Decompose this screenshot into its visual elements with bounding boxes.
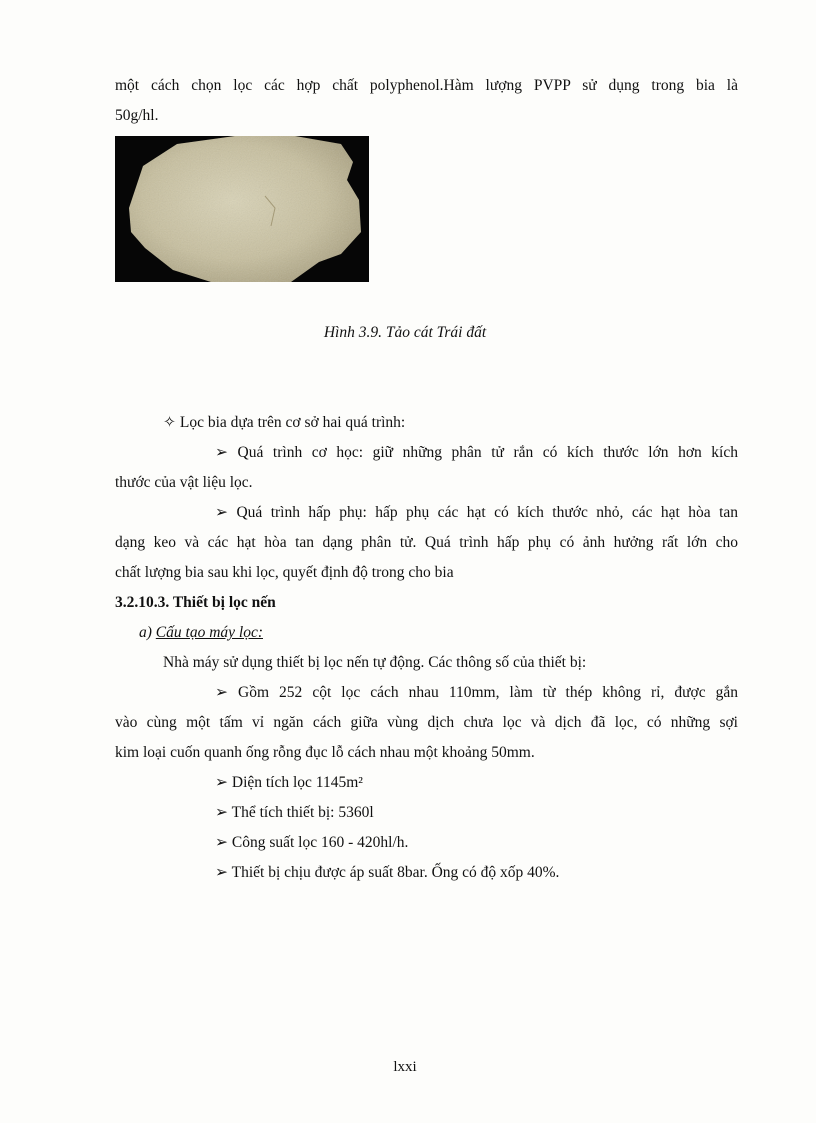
paragraph-line: một cách chọn lọc các hợp chất polyphenol.Hàm lượng PVPP sử dụng trong bia là [115,77,738,94]
figure-caption: Hình 3.9. Tảo cát Trái đất [323,324,487,341]
arrow-bullet-icon: ➢ [215,504,228,521]
bullet-text: Lọc bia dựa trên cơ sở hai quá trình: [179,414,406,431]
bullet-text: Thể tích thiết bị: 5360l [231,804,374,821]
bullet-text: Quá trình cơ học: giữ những phân tử rắn có kích thước lớn hơn kích [237,444,738,461]
paragraph-line: vào cùng một tấm vỉ ngăn cách giữa vùng dịch chưa lọc và dịch đã lọc, có những sợi [115,714,738,731]
arrow-bullet-item [215,773,738,793]
document-page [115,0,738,1123]
page-number: lxxi [393,1059,417,1075]
sub-heading [139,623,738,643]
diatomite-photo [115,136,369,282]
arrow-bullet-item [215,803,738,823]
paragraph-line: dạng keo và các hạt hòa tan dạng phân tử. Quá trình hấp phụ có ảnh hưởng rất lớn cho [115,534,738,551]
arrow-bullet-icon: ➢ [215,684,228,701]
arrow-bullet-icon: ➢ [215,774,228,791]
arrow-bullet-icon: ➢ [215,834,228,851]
diamond-bullet-icon: ✧ [163,414,176,431]
arrow-bullet-icon: ➢ [215,444,228,461]
sub-heading-prefix: a) [139,624,152,641]
bullet-item [163,413,738,433]
sub-heading-text: Cấu tạo máy lọc: [155,624,263,641]
arrow-bullet-item [215,683,738,703]
arrow-bullet-icon: ➢ [215,864,228,881]
section-heading: 3.2.10.3. Thiết bị lọc nến [115,594,276,611]
arrow-bullet-item [215,503,738,523]
paragraph-line: kim loại cuốn quanh ống rỗng đục lỗ cách nhau một khoảng 50mm. [115,744,535,761]
paragraph-line: 50g/hl. [115,107,159,124]
bullet-text: Gồm 252 cột lọc cách nhau 110mm, làm từ thép không rỉ, được gắn [238,684,739,701]
arrow-bullet-item [215,833,738,853]
arrow-bullet-icon: ➢ [215,804,228,821]
diatomite-rock-image [115,136,369,282]
bullet-text: Công suất lọc 160 - 420hl/h. [231,834,409,851]
bullet-text: Diện tích lọc 1145m² [231,774,363,791]
arrow-bullet-item [215,443,738,463]
bullet-text: Thiết bị chịu được áp suất 8bar. Ống có độ xốp 40%. [231,864,560,881]
paragraph-line: Nhà máy sử dụng thiết bị lọc nến tự động. Các thông số của thiết bị: [163,654,587,671]
paragraph-line: chất lượng bia sau khi lọc, quyết định độ trong cho bia [115,564,454,581]
paragraph-line: thước của vật liệu lọc. [115,474,253,491]
bullet-text: Quá trình hấp phụ: hấp phụ các hạt có kích thước nhỏ, các hạt hòa tan [236,504,739,521]
arrow-bullet-item [215,863,738,883]
